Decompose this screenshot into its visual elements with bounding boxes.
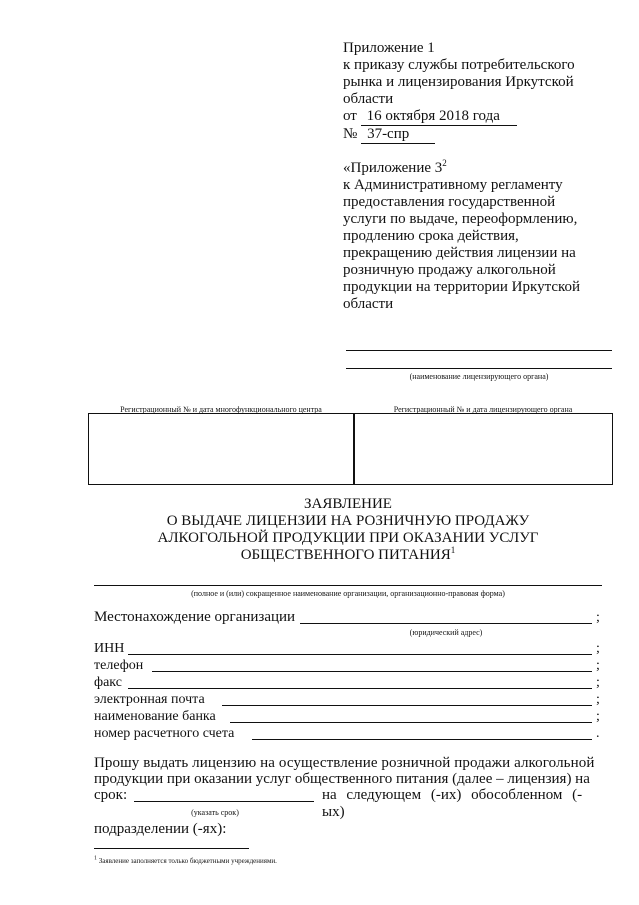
order-number-line [343, 126, 613, 144]
org-name-caption: (полное и (или) сокращенное наименование организации, организационно-правовая форма) [191, 589, 505, 598]
request-line-4: подразделении (-ях): [94, 821, 227, 837]
term-caption: (указать срок) [191, 808, 239, 817]
appendix3-line-7: продукции на территории Иркутской [343, 279, 581, 295]
appendix3-title-text: «Приложение 3 [343, 160, 443, 176]
email-field[interactable] [222, 705, 592, 706]
email-semicolon: ; [596, 692, 600, 707]
appendix3-block [343, 160, 623, 313]
bank-field[interactable] [230, 722, 592, 723]
footnote-separator [94, 848, 249, 849]
inn-label: ИНН [94, 641, 125, 656]
statement-line-3: АЛКОГОЛЬНОЙ ПРОДУКЦИИ ПРИ ОКАЗАНИИ УСЛУГ [157, 530, 539, 546]
authority-caption: (наименование лицензирующего органа) [409, 372, 549, 381]
footnote-mark: 1 [94, 855, 97, 862]
request-line-1: Прошу выдать лицензию на осуществление розничной продажи алкогольной [94, 755, 595, 771]
registration-box-mfc[interactable] [88, 413, 355, 485]
inn-semicolon: ; [596, 641, 600, 656]
location-caption: (юридический адрес) [409, 628, 483, 637]
order-date-line [343, 108, 613, 126]
request-line-3-rest: на следующем (-их) обособленном (-ых) [322, 787, 583, 820]
statement-line-1: ЗАЯВЛЕНИЕ [304, 496, 392, 512]
org-name-field[interactable] [94, 585, 602, 586]
appendix3-line-3: услуги по выдаче, переоформлению, [343, 211, 578, 227]
appendix3-line-8: области [343, 296, 394, 312]
appendix3-title [343, 160, 623, 177]
fax-field[interactable] [128, 688, 592, 689]
registration-right-label: Регистрационный № и дата лицензирующего органа [393, 405, 573, 414]
order-line-1: к приказу службы потребительского [343, 57, 575, 73]
location-field[interactable] [300, 623, 592, 624]
registration-box-authority[interactable] [353, 413, 613, 485]
request-term-label: срок: [94, 787, 128, 803]
number-prefix: № [343, 126, 358, 142]
order-line-3: области [343, 91, 394, 107]
email-label: электронная почта [94, 692, 205, 707]
phone-semicolon: ; [596, 658, 600, 673]
date-prefix: от [343, 108, 357, 124]
location-label: Местонахождение организации [94, 609, 296, 625]
authority-line-1[interactable] [346, 350, 612, 351]
appendix3-line-6: розничную продажу алкогольной [343, 262, 556, 278]
phone-field[interactable] [152, 671, 592, 672]
order-number: 37-спр [361, 126, 435, 144]
appendix3-line-2: предоставления государственной [343, 194, 556, 210]
request-line-2: продукции при оказании услуг общественного питания (далее – лицензия) на [94, 771, 590, 787]
order-line-2: рынка и лицензирования Иркутской [343, 74, 574, 90]
account-period: . [596, 726, 600, 741]
authority-line-2[interactable] [346, 368, 612, 369]
appendix3-line-5: прекращению действия лицензии на [343, 245, 576, 261]
statement-title [88, 496, 608, 564]
inn-field[interactable] [128, 654, 592, 655]
bank-label: наименование банка [94, 709, 216, 724]
location-semicolon: ; [596, 610, 600, 625]
footnote-text: Заявление заполняется только бюджетными учреждениями. [98, 857, 277, 865]
footnote [94, 857, 277, 865]
statement-line-2: О ВЫДАЧЕ ЛИЦЕНЗИИ НА РОЗНИЧНУЮ ПРОДАЖУ [166, 513, 530, 529]
appendix3-title-sup: 2 [442, 158, 447, 168]
appendix3-line-4: продлению срока действия, [343, 228, 519, 244]
registration-left-label: Регистрационный № и дата многофункционального центра [120, 405, 322, 414]
fax-label: факс [94, 675, 122, 690]
appendix-header [343, 40, 613, 144]
appendix-title: Приложение 1 [343, 40, 435, 56]
term-field[interactable] [134, 801, 314, 802]
appendix3-line-1: к Административному регламенту [343, 177, 563, 193]
phone-label: телефон [94, 658, 144, 673]
fax-semicolon: ; [596, 675, 600, 690]
statement-footnote-mark: 1 [450, 545, 456, 555]
order-date: 16 октября 2018 года [361, 108, 517, 126]
statement-line-4-text: ОБЩЕСТВЕННОГО ПИТАНИЯ [240, 547, 451, 563]
bank-semicolon: ; [596, 709, 600, 724]
account-label: номер расчетного счета [94, 726, 235, 741]
statement-line-4 [88, 547, 608, 564]
account-field[interactable] [252, 739, 592, 740]
